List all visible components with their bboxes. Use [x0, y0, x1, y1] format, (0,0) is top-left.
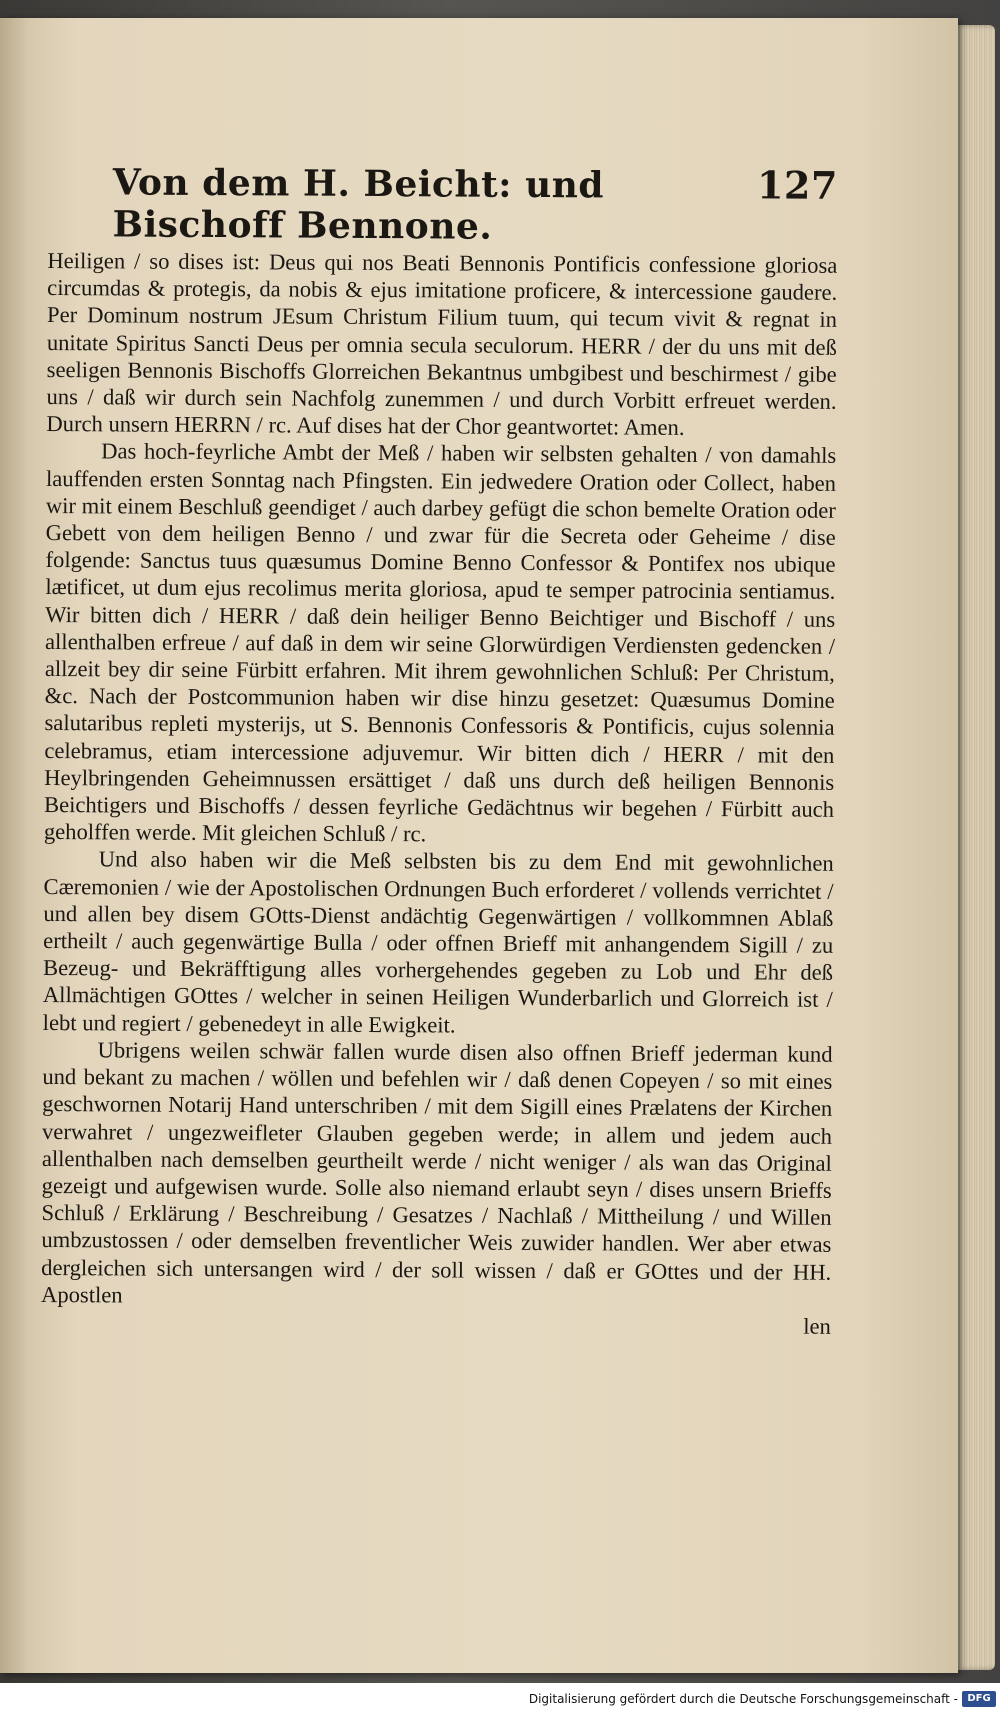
catchword: len: [803, 1313, 831, 1339]
paragraph-3: Und also haben wir die Meß selbsten bis zu dem End mit gewohnlichen Cæremonien / wie der Apostolischen Ordnungen Buch erforderet / vollends verrichtet / und allen bey disem GOtts-Dienst andächtig Gegenwärtigen / vollkommnen Ablaß ertheilt / auch gegenwärtige Bulla / oder offnen Brieff mit anhangendem Sigill / zu Bezeug- und Bekräfftigung alles vorhergehendes gegeben zu Lob und Ehr deß Allmächtigen GOttes / welcher in seinen Heiligen Wunderbarlich und Glorreich ist / lebt und regiert / gebenedeyt in alle Ewigkeit.: [42, 846, 834, 1038]
paragraph-2: Das hoch-feyrliche Ambt der Meß / haben wir selbsten gehalten / von damahls lauffenden ersten Sonntag nach Pfingsten. Ein jedwedere Oration oder Collect, haben wir mit einem Beschluß geendiget / auch darbey gefügt die schon bemelte Oration oder Gebett von dem heiligen Benno / und zwar für die Secreta oder Geheime / dise folgende: Sanctus tuus quæsumus Domine Benno Confessor & Pontifex nos ubique lætificet, ut dum ejus recolimus merita gloriosa, apud te semper patrocinia sentiamus. Wir bitten dich / HERR / daß dein heiliger Benno Beichtiger und Bischoff / uns allenthalben erfreue / auf daß in dem wir seine Glorwürdigen Verdiensten gedencken / allzeit bey dir seine Fürbitt erfahren. Mit ihrem gewohnlichen Schluß: Per Christum, &c. Nach der Postcommunion haben wir dise hinzu gesetzet: Quæsumus Domine salutaribus repleti mysterijs, ut S. Bennonis Confessoris & Pontificis, cujus solennia celebramus, etiam intercessione adjuvemur. Wir bitten dich / HERR / mit den Heylbringenden Geheimnussen ersättiget / daß uns durch deß heiligen Bennonis Beichtigers und Bischoffs / dessen feyrliche Gedächtnus wir begehen / Fürbitt auch geholffen werde. Mit gleichen Schluß / rc.: [43, 438, 837, 847]
footer-bar: [0, 1683, 1000, 1716]
book-page-edges: [955, 25, 995, 1670]
paragraph-1: Heiligen / so dises ist: Deus qui nos Beati Bennonis Pontificis confessione gloriosa circumdas & protegis, da nobis & ejus imitatione proficere, & intercessione gaudere. Per Dominum nostrum JEsum Christum Filium tuum, qui tecum vivit & regnat in unitate Spiritus Sancti Deus per omnia secula seculorum. HERR / der du uns mit deß seeligen Bennonis Bischoffs Glorreichen Bekantnus umbgibest und beschirmest / gibe uns / daß wir durch sein Nachfolg zunemmen / und durch Vorbitt erfreuet werden. Durch unsern HERRN / rc. Auf dises hat der Chor geantwortet: Amen.: [46, 247, 838, 441]
book-page: [0, 18, 958, 1673]
dfg-logo: DFG: [962, 1691, 996, 1707]
page-number: 127: [756, 162, 838, 208]
running-title: Von dem H. Beicht: und Bischoff Bennone.: [112, 161, 605, 248]
body-text: [41, 247, 837, 1313]
running-header: [47, 158, 838, 250]
paragraph-4: Ubrigens weilen schwär fallen wurde disen also offnen Brieff jederman kund und bekant zu machen / wöllen und befehlen wir / daß denen Copeyen / so mit eines geschwornen Notarij Hand unterschriben / mit dem Sigill eines Prælatens der Kirchen verwahret / ungezweifleter Glauben gegeben werde; in allem und jedem auch allenthalben nach demselben geurtheilt werde / nicht weniger / als wan das Original gezeigt und aufgewisen wurde. Solle also niemand erlaubt seyn / dises unsern Brieffs Schluß / Erklärung / Beschreibung / Gesatzes / Nachlaß / Mittheilung / und Willen umbzustossen / oder demselben freventlicher Weis zuwider handlen. Wer aber etwas dergleichen sich untersangen wird / der soll wissen / daß er GOttes und der HH. Apostlen: [40, 1037, 833, 1308]
funding-credit: Digitalisierung gefördert durch die Deutsche Forschungsgemeinschaft -: [528, 1692, 958, 1706]
page-content: [41, 158, 838, 1340]
